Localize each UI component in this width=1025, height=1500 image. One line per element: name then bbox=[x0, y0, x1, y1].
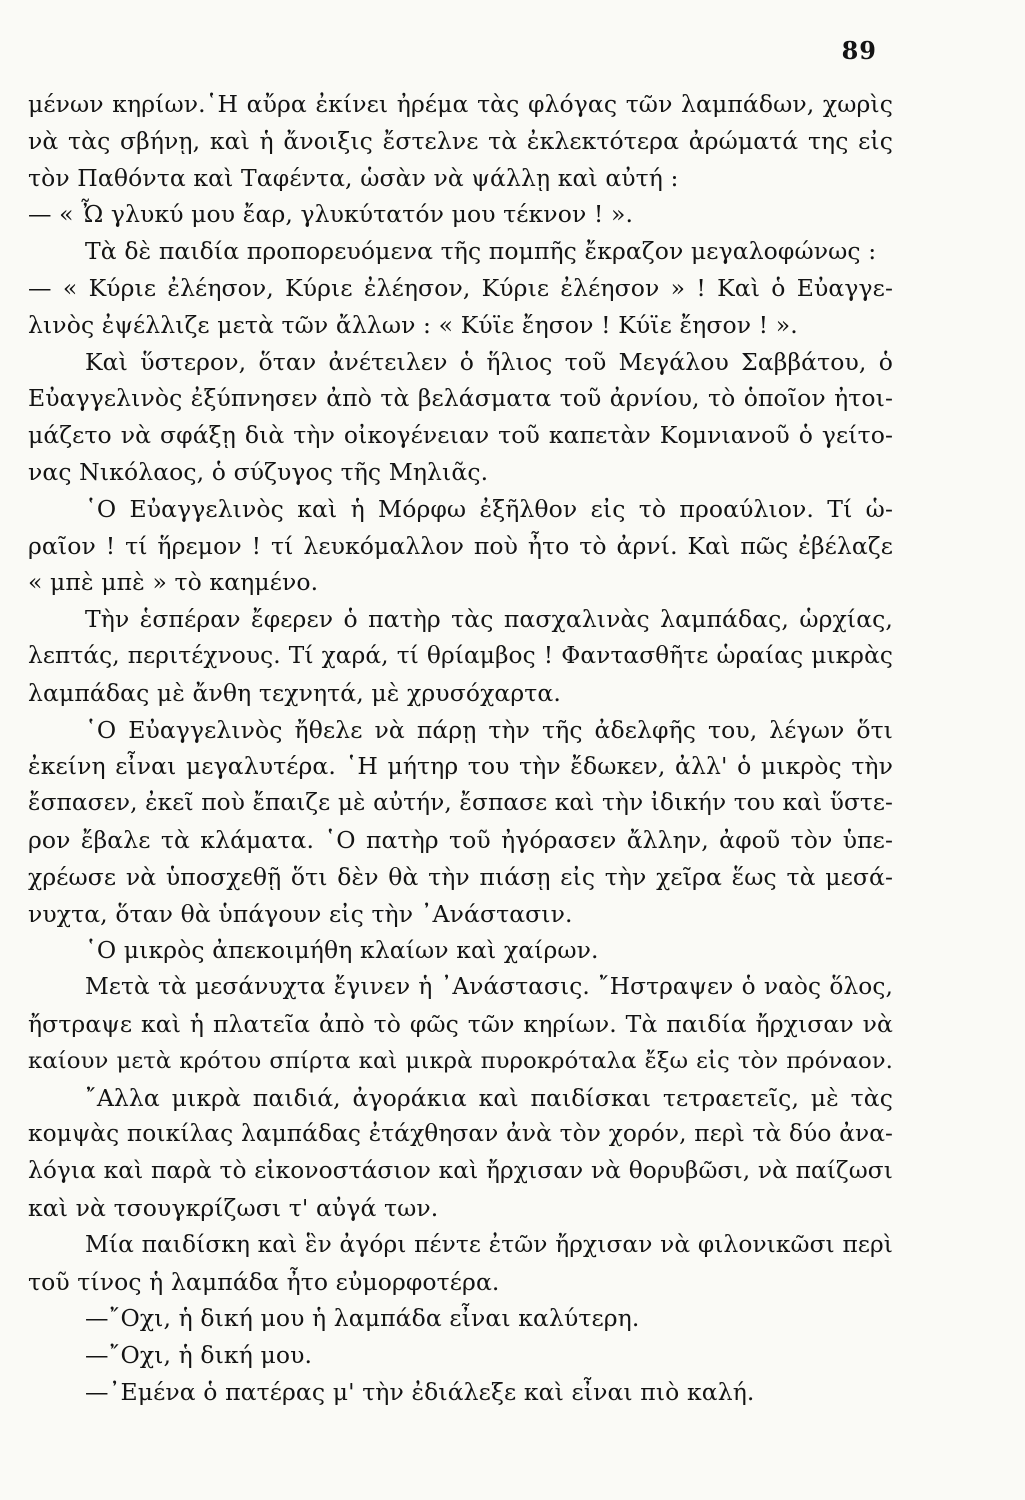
text-line: λαμπάδας μὲ ἄνθη τεχνητά, μὲ χρυσόχαρτα. bbox=[28, 678, 561, 707]
text-line: καὶ νὰ τσουγκρίζωσι τ' αὐγά των. bbox=[28, 1193, 439, 1222]
text-line: — « Ὦ γλυκύ μου ἔαρ, γλυκύτατόν μου τέκνον ! ». bbox=[28, 200, 634, 229]
text-line: μένων κηρίων.῾Η αὔρα ἐκίνει ἠρέμα τὰς φλόγας τῶν λαμπάδων, χωρὶς bbox=[28, 90, 893, 118]
text-line: κομψὰς ποικίλας λαμπάδας ἐτάχθησαν ἀνὰ τὸν χορόν, περὶ τὰ δύο ἀνα- bbox=[28, 1120, 893, 1148]
text-line: Εὐαγγελινὸς ἐξύπνησεν ἀπὸ τὰ βελάσματα τοῦ ἀρνίου, τὸ ὁποῖον ἠτοι- bbox=[28, 384, 893, 413]
text-line: Καὶ ὕστερον, ὅταν ἀνέτειλεν ὁ ἥλιος τοῦ Μεγάλου Σαββάτου, ὁ bbox=[85, 347, 893, 376]
text-line: νὰ τὰς σβήνῃ, καὶ ἡ ἄνοιξις ἔστελνε τὰ ἐκλεκτότερα ἀρώματά της εἰς bbox=[28, 126, 893, 155]
text-line: ἔσπασεν, ἐκεῖ ποὺ ἔπαιζε μὲ αὐτήν, ἔσπασε καὶ τὴν ἰδικήν του καὶ ὕστε- bbox=[28, 789, 893, 817]
body-text bbox=[28, 86, 893, 1411]
text-line: —᾿Εμένα ὁ πατέρας μ' τὴν ἐδιάλεξε καὶ εἶναι πιὸ καλή. bbox=[85, 1377, 755, 1406]
text-line: ραῖον ! τί ἥρεμον ! τί λευκόμαλλον ποὺ ἦτο τὸ ἀρνί. Καὶ πῶς ἐβέλαζε bbox=[28, 531, 893, 560]
text-line: ρον ἔβαλε τὰ κλάματα. ῾Ο πατὴρ τοῦ ἠγόρασεν ἄλλην, ἀφοῦ τὸν ὑπε- bbox=[28, 825, 893, 854]
text-line: ἤστραψε καὶ ἡ πλατεῖα ἀπὸ τὸ φῶς τῶν κηρίων. Τὰ παιδία ἤρχισαν νὰ bbox=[28, 1009, 893, 1038]
text-line: λινὸς ἐψέλλιζε μετὰ τῶν ἄλλων : « Κύϊε ἔησον ! Κύϊε ἔησον ! ». bbox=[28, 310, 798, 339]
text-line: λεπτάς, περιτέχνους. Τί χαρά, τί θρίαμβος ! Φαντασθῆτε ὡραίας μικρὰς bbox=[28, 641, 893, 669]
text-line: μάζετο νὰ σφάξῃ διὰ τὴν οἰκογένειαν τοῦ καπετὰν Κομνιανοῦ ὁ γείτο- bbox=[28, 421, 893, 450]
text-line: νας Νικόλαος, ὁ σύζυγος τῆς Μηλιᾶς. bbox=[28, 457, 489, 486]
text-line: νυχτα, ὅταν θὰ ὑπάγουν εἰς τὴν ᾿Ανάστασιν. bbox=[28, 899, 573, 928]
text-line: Τὴν ἑσπέραν ἔφερεν ὁ πατὴρ τὰς πασχαλινὰς λαμπάδας, ὡρχίας, bbox=[85, 605, 893, 634]
text-line: —῎Οχι, ἡ δική μου. bbox=[85, 1341, 313, 1370]
text-line: Μία παιδίσκη καὶ ἓν ἀγόρι πέντε ἐτῶν ἤρχισαν νὰ φιλονικῶσι περὶ bbox=[85, 1230, 893, 1258]
text-line: χρέωσε νὰ ὑποσχεθῇ ὅτι δὲν θὰ τὴν πιάσῃ εἰς τὴν χεῖρα ἕως τὰ μεσά- bbox=[28, 862, 893, 891]
text-line: Τὰ δὲ παιδία προπορευόμενα τῆς πομπῆς ἔκραζον μεγαλοφώνως : bbox=[85, 237, 877, 266]
text-line: ῾Ο μικρὸς ἀπεκοιμήθη κλαίων καὶ χαίρων. bbox=[85, 936, 599, 965]
text-line: ῾Ο Εὐαγγελινὸς καὶ ἡ Μόρφω ἐξῆλθον εἰς τὸ προαύλιον. Τί ὡ- bbox=[85, 494, 893, 523]
text-line: —῎Οχι, ἡ δική μου ἡ λαμπάδα εἶναι καλύτερη. bbox=[85, 1304, 640, 1333]
page-number: 89 bbox=[841, 36, 877, 65]
text-line: ἐκείνη εἶναι μεγαλυτέρα. ῾Η μήτηρ του τὴν ἔδωκεν, ἀλλ' ὁ μικρὸς τὴν bbox=[28, 752, 893, 781]
text-line: τοῦ τίνος ἡ λαμπάδα ἦτο εὐμορφοτέρα. bbox=[28, 1267, 500, 1296]
text-line: — « Κύριε ἐλέησον, Κύριε ἐλέησον, Κύριε ἐλέησον » ! Καὶ ὁ Εὐαγγε- bbox=[28, 273, 893, 302]
text-line: καίουν μετὰ κρότου σπίρτα καὶ μικρὰ πυροκρόταλα ἔξω εἰς τὸν πρόναον. bbox=[28, 1047, 893, 1074]
text-line: « μπὲ μπὲ » τὸ καημένο. bbox=[28, 568, 319, 597]
text-line: Μετὰ τὰ μεσάνυχτα ἔγινεν ἡ ᾿Ανάστασις. ῎Ηστραψεν ὁ ναὸς ὅλος, bbox=[85, 973, 893, 1001]
text-line: λόγια καὶ παρὰ τὸ εἰκονοστάσιον καὶ ἤρχισαν νὰ θορυβῶσι, νὰ παίζωσι bbox=[28, 1157, 893, 1185]
text-line: τὸν Παθόντα καὶ Ταφέντα, ὡσὰν νὰ ψάλλῃ καὶ αὐτή : bbox=[28, 163, 679, 192]
text-line: ῎Αλλα μικρὰ παιδιά, ἀγοράκια καὶ παιδίσκαι τετραετεῖς, μὲ τὰς bbox=[85, 1083, 893, 1112]
text-line: ῾Ο Εὐαγγελινὸς ἤθελε νὰ πάρῃ τὴν τῆς ἀδελφῆς του, λέγων ὅτι bbox=[85, 715, 893, 744]
